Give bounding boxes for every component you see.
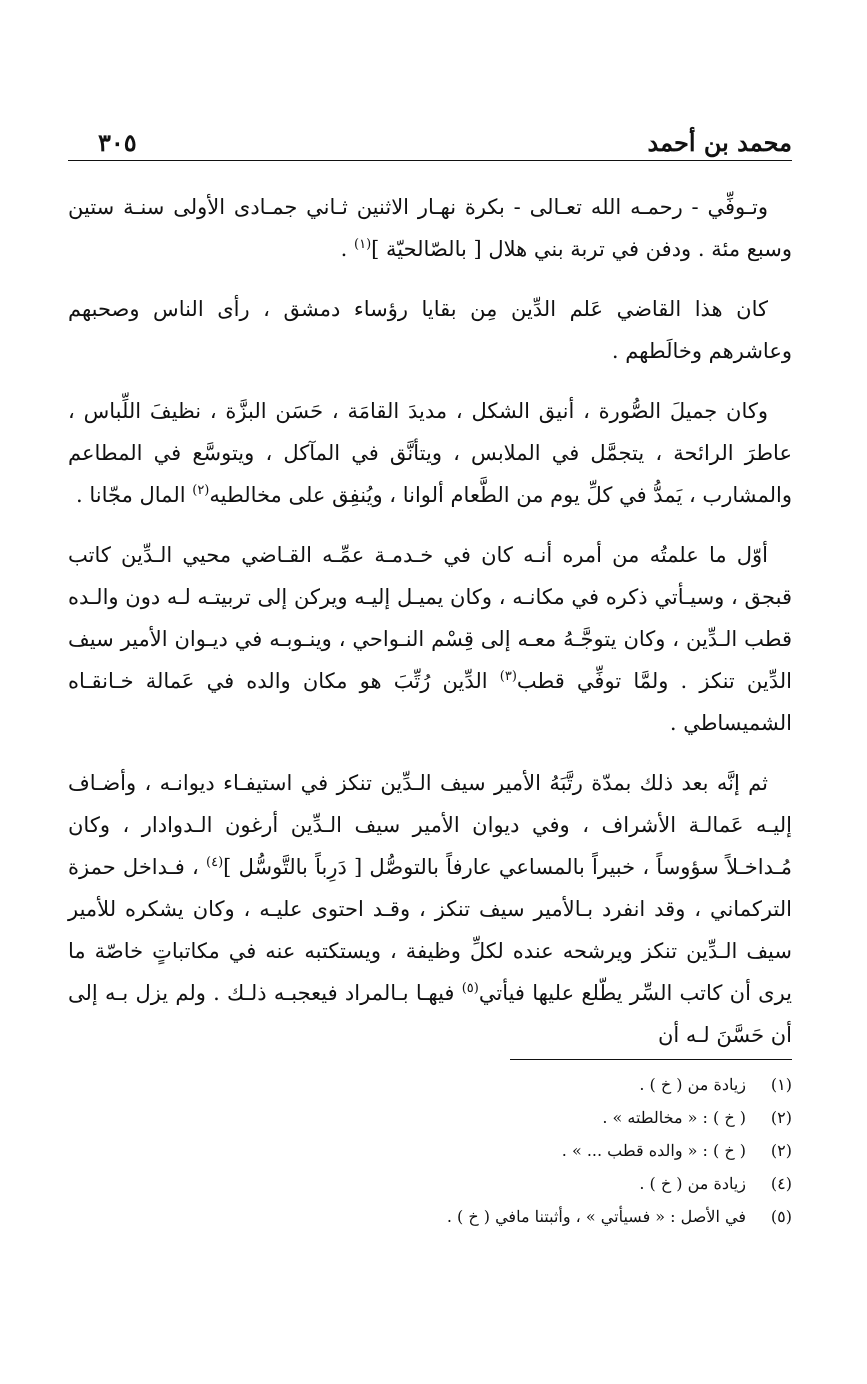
paragraph-text: فيهـا بـالمراد فيعجبـه ذلـك . ولم يزل بـه إلى أن حَسَّنَ لـه أن	[68, 981, 792, 1047]
footnote-number: (٤)	[770, 1174, 792, 1193]
paragraph-text: أوّل ما علمتُه من أمره أنـه كان في خـدمـة عمِّـه القـاضي محيي الـدِّين كاتب قبجق ، وسيـأتي ذكره في مكانـه ، وكان يميـل إليـه ويركن إلى تربيتـه لـه دون والـده قطب الـدِّين ، وكان يتوجَّـهُ معـه إلى قِسْم النـواحي ، وينـوبـه في ديـوان الأمير سيف الدِّين تنكز . ولمَّا توفِّي قطب	[68, 543, 792, 693]
footnote-rule	[510, 1059, 792, 1060]
running-header	[68, 128, 792, 162]
footnote	[192, 1167, 792, 1200]
paragraph-text: المال مجّانا .	[76, 483, 193, 507]
footnote-text: في الأصل : « فسيأتي » ، وأثبتنا مافي ( خ ) .	[446, 1207, 746, 1226]
header-rule	[68, 160, 792, 161]
footnote	[192, 1101, 792, 1134]
paragraph-text: وكان جميلَ الصُّورة ، أنيق الشكل ، مديدَ القامَة ، حَسَن البزَّة ، نظيفَ اللِّباس ، عاطرَ الرائحة ، يتجمَّل في الملابس ، ويتأنَّق في المآكل ، ويتوسَّع في المطاعم والمشارب ، يَمدُّ في كلِّ يوم من الطَّعام ألوانا ، ويُنفِق على مخالطيه	[68, 399, 792, 507]
paragraph-text: ، فـداخل حمزة التركماني ، وقد انفرد بـالأمير سيف تنكز ، وقـد احتوى عليـه ، وكان يشكره للأمير سيف الـدِّين تنكز ويرشحه عنده لكلِّ وظيفة ، ويستكتبه عنه في مكاتباتٍ خاصّة ما يرى أن كاتب السِّر يطّلع عليها فيأتي	[68, 855, 792, 1005]
page-number: ٣٠٥	[98, 128, 137, 157]
paragraph	[68, 762, 792, 1056]
footnote-reference: (١)	[354, 237, 372, 252]
footnote	[192, 1134, 792, 1167]
footnote-reference: (٢)	[192, 483, 210, 498]
paragraph	[68, 390, 792, 516]
footnote-number: (١)	[770, 1075, 792, 1094]
paragraph	[68, 288, 792, 372]
footnote	[192, 1068, 792, 1101]
footnote-number: (٢)	[770, 1141, 792, 1160]
footnote-text: ( خ ) : « مخالطته » .	[602, 1108, 746, 1127]
paragraph-text: .	[340, 237, 354, 261]
footnote-text: زيادة من ( خ ) .	[639, 1174, 746, 1193]
footnote-text: زيادة من ( خ ) .	[639, 1075, 746, 1094]
footnote-text: ( خ ) : « والده قطب ... » .	[561, 1141, 746, 1160]
paragraph-text: وتـوفِّي - رحمـه الله تعـالى - بكرة نهـار الاثنين ثـاني جمـادى الأولى سنـة ستين وسبع مئة . ودفن في تربة بني هلال [ بالصّالحيّة ]	[68, 195, 792, 261]
footnote	[192, 1200, 792, 1233]
running-title: محمد بن أحمد	[647, 128, 792, 157]
footnote-reference: (٤)	[206, 855, 224, 870]
footnotes	[192, 1068, 792, 1233]
footnote-reference: (٣)	[499, 669, 517, 684]
footnote-number: (٥)	[770, 1207, 792, 1226]
main-text	[68, 186, 792, 1074]
paragraph-text: ثم إنَّه بعد ذلك بمدّة رتَّبَهُ الأمير سيف الـدِّين تنكز في استيفـاء ديوانـه ، وأضـاف إليـه عَمالـة الأشراف ، وفي ديوان الأمير سيف الـدِّين أرغون الـدوادار ، وكان مُـداخـلاً سؤوساً ، خبيراً بالمساعي عارفاً بالتوصُّل [ دَرِباً بالتَّوسُّل ]	[68, 771, 792, 879]
paragraph	[68, 534, 792, 744]
footnote-number: (٢)	[770, 1108, 792, 1127]
paragraph-text: كان هذا القاضي عَلم الدِّين مِن بقايا رؤساء دمشق ، رأى الناس وصحبهم وعاشرهم وخالَطهم .	[68, 297, 792, 363]
paragraph	[68, 186, 792, 270]
footnote-reference: (٥)	[461, 981, 479, 996]
paragraph-text: الدِّين رُتِّبَ هو مكان والده في عَمالة خـانقـاه الشميساطي .	[68, 669, 792, 735]
